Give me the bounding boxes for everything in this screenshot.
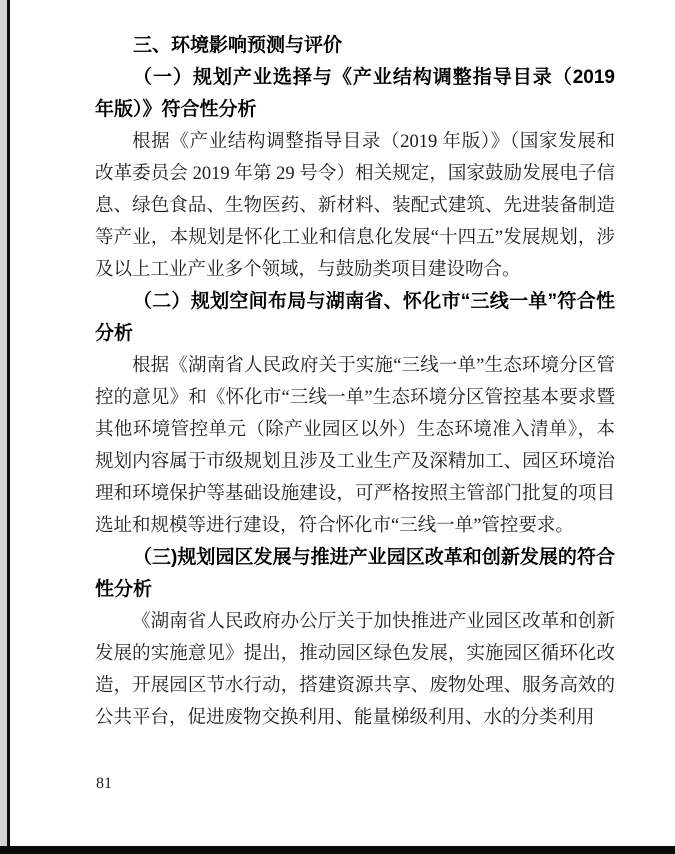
document-body (95, 30, 615, 734)
paragraph-3: 《湖南省人民政府办公厅关于加快推进产业园区改革和创新发展的实施意见》提出，推动园区绿色发展，实施园区循环化改造，开展园区节水行动，搭建资源共享、废物处理、服务高效的公共平台，促进废物交换利用、能量梯级利用、水的分类利用 (95, 612, 615, 728)
paragraph-2: 根据《湖南省人民政府关于实施“三线一单”生态环境分区管控的意见》和《怀化市“三线一单”生态环境分区管控基本要求暨其他环境管控单元（除产业园区以外）生态环境准入清单》，本规划内容属于市级规划且涉及工业生产及深精加工、园区环境治理和环境保护等基础设施建设，可严格按照主管部门批复的项目选址和规模等进行建设，符合怀化市“三线一单”管控要求。 (95, 356, 615, 536)
scan-edge-left (0, 0, 7, 854)
subsection-3-heading: （三)规划园区发展与推进产业园区改革和创新发展的符合性分析 (95, 547, 615, 600)
subsection-1-heading: （一）规划产业选择与《产业结构调整指导目录（2019 年版）》符合性分析 (95, 67, 615, 120)
section-title: 三、环境影响预测与评价 (133, 35, 343, 56)
subsection-2-heading: （二）规划空间布局与湖南省、怀化市“三线一单”符合性分析 (95, 291, 615, 344)
scan-border-bottom-line (0, 846, 675, 854)
scan-border-left-line (7, 0, 10, 854)
page-number: 81 (96, 775, 112, 792)
paragraph-1: 根据《产业结构调整指导目录（2019 年版）》（国家发展和改革委员会 2019 年第 29 号令）相关规定，国家鼓励发展电子信息、绿色食品、生物医药、新材料、装配式建筑、先进装备制造等产业，本规划是怀化工业和信息化发展“十四五”发展规划，涉及以上工业产业多个领域，与鼓励类项目建设吻合。 (95, 132, 615, 280)
